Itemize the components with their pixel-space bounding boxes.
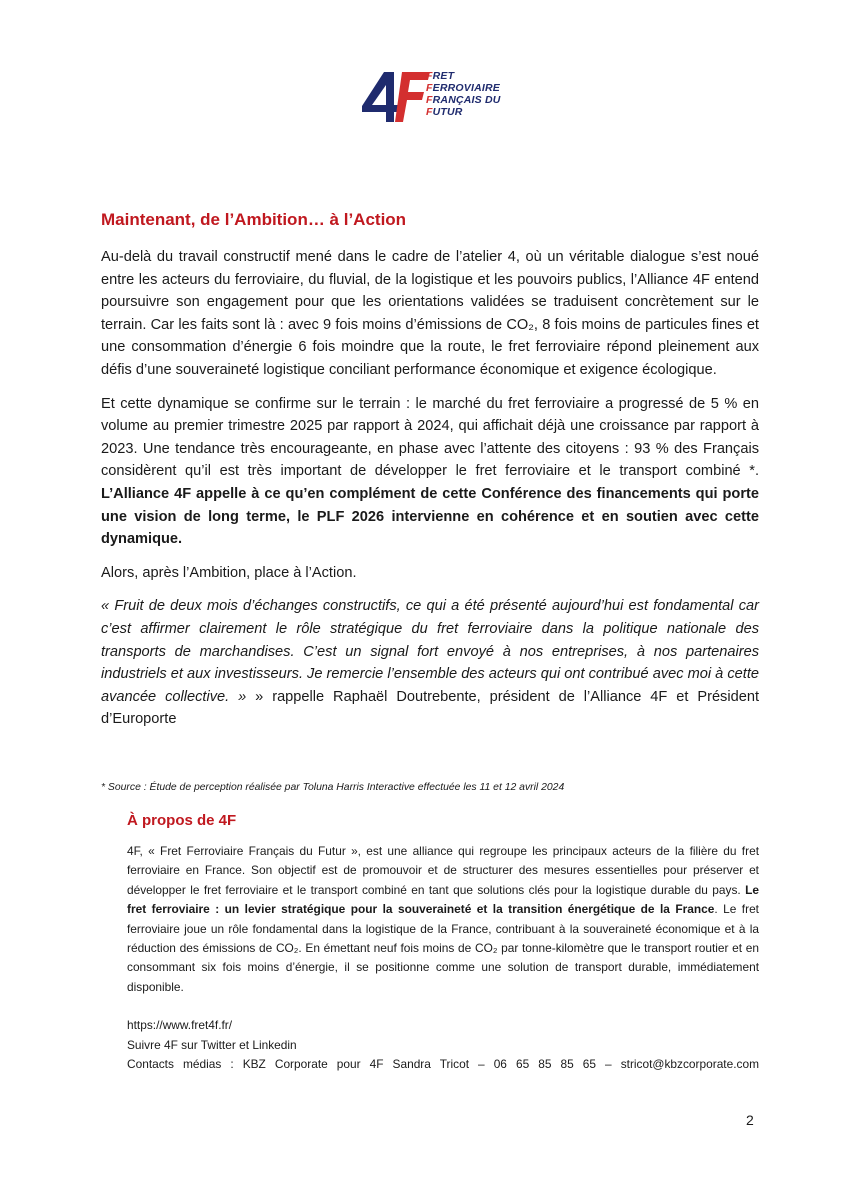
about-text-intro: 4F, « Fret Ferroviaire Français du Futur », est une alliance qui regroupe les principaux acteurs de la filière du fret ferroviaire en France. Son objectif est de promouvoir et de structurer des mesures essentielles pour préserver et développer le fret ferroviaire et le transport combiné en tant que solutions clés pour la logistique durable du pays. (127, 844, 759, 897)
page-number: 2 (746, 1112, 754, 1128)
about-links (127, 1016, 759, 1074)
social-follow[interactable]: Suivre 4F sur Twitter et Linkedin (127, 1037, 297, 1052)
website-link[interactable]: https://www.fret4f.fr/ (127, 1018, 233, 1033)
paragraph-action: Alors, après l’Ambition, place à l’Action. (101, 564, 357, 581)
logo-line: FERROVIAIRE (426, 82, 500, 94)
logo-line: FUTUR (426, 106, 463, 118)
logo-wordmark (426, 70, 501, 118)
about-text-rest: . Le fret ferroviaire joue un rôle fondamental dans la logistique de la France, contribuant à la souveraineté économique et à la réduction des émissions de CO₂. En émettant neuf fois moins de CO₂ par tonne-kilomètre que le transport routier et en consommant six fois moins d’énergie, il se positionne comme une solution de transport durable, immédiatement disponible. (127, 902, 759, 994)
quote-text: « Fruit de deux mois d’échanges constructifs, ce qui a été présenté aujourd’hui est fondamental car c’est affirmer clairement le rôle stratégique du fret ferroviaire dans la politique nationale des transports de marchandises. C’est un signal fort envoyé à nos entreprises, à nos partenaires industriels et aux investisseurs. Je remercie l’ensemble des acteurs qui ont contribué avec moi à cette avancée collective. » (101, 598, 759, 705)
quote-paragraph (101, 595, 759, 731)
main-content (101, 208, 759, 742)
footnote-source: * Source : Étude de perception réalisée par Toluna Harris Interactive effectuée les 11 et 12 avril 2024 (101, 782, 565, 793)
about-paragraph (127, 842, 759, 997)
paragraph-dynamics-text: Et cette dynamique se confirme sur le terrain : le marché du fret ferroviaire a progressé de 5 % en volume au premier trimestre 2025 par rapport à 2024, qui affichait déjà une croissance par rapport à 2023. Une tendance très encourageante, en phase avec l’attente des citoyens : 93 % des Français considèrent qu’il est très important de développer le fret ferroviaire et le transport combiné *. (101, 395, 759, 480)
logo-4f-mark-icon (356, 68, 432, 124)
media-contacts: Contacts médias : KBZ Corporate pour 4F Sandra Tricot – 06 65 85 85 65 – stricot@kbzcorporate.com (127, 1057, 759, 1072)
section-heading: Maintenant, de l’Ambition… à l’Action (101, 210, 407, 229)
logo-line: FRANÇAIS DU (426, 94, 501, 106)
paragraph-ambition: Au-delà du travail constructif mené dans le cadre de l’atelier 4, où un véritable dialogue s’est noué entre les acteurs du ferroviaire, du fluvial, de la logistique et les pouvoirs publics, l’Alliance 4F entend poursuivre son engagement pour que les orientations validées se traduisent concrètement sur le terrain. Car les faits sont là : avec 9 fois moins d’émissions de CO₂, 8 fois moins de particules fines et une consommation d’énergie 6 fois moindre que la route, le fret ferroviaire répond pleinement aux défis d’une souveraineté logistique conciliant performance économique et exigence écologique. (101, 249, 759, 378)
about-text-bold: Le fret ferroviaire : un levier stratégique pour la souveraineté et la transition énergétique de la France (127, 882, 759, 917)
paragraph-dynamics (101, 393, 759, 551)
quote-attribution: » rappelle Raphaël Doutrebente, président de l’Alliance 4F et Président d’Europorte (101, 688, 760, 728)
alliance-4f-logo (356, 68, 506, 128)
paragraph-dynamics-bold: L’Alliance 4F appelle à ce qu’en complément de cette Conférence des financements qui porte une vision de long terme, le PLF 2026 intervienne en cohérence et en soutien avec cette dynamique. (101, 485, 759, 548)
logo-line: FRET (426, 70, 455, 82)
about-title: À propos de 4F (127, 812, 237, 829)
about-section (127, 810, 759, 1074)
